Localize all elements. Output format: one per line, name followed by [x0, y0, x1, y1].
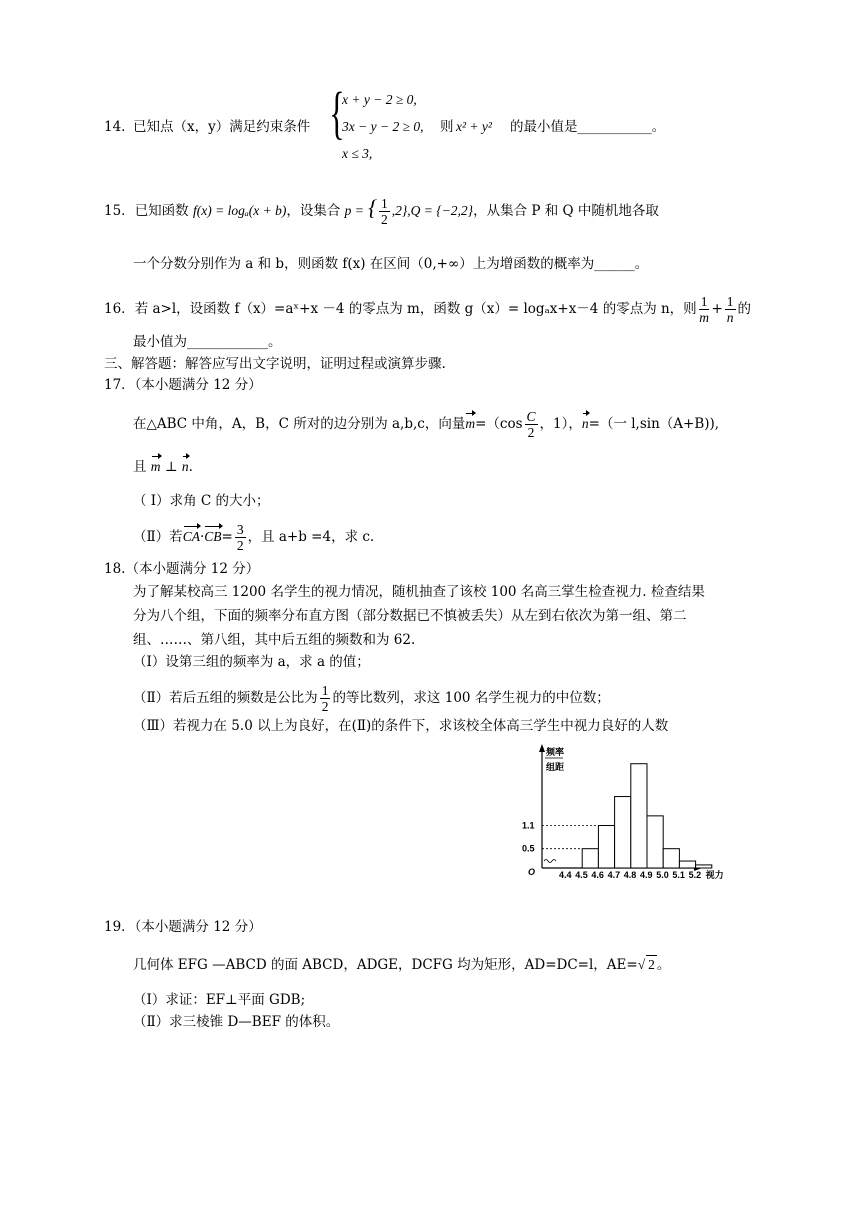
q19-part1: （I）求证：EF⊥平面 GDB; — [133, 992, 306, 1008]
q16-line1 — [104, 294, 751, 325]
q16-tail: 的 — [737, 301, 751, 317]
q14-lead: 已知点（x，y）满足约束条件 — [133, 119, 311, 135]
q18-heading: 18.（本小题满分 12 分） — [104, 561, 260, 577]
q16-frac-1 — [699, 294, 710, 325]
q15-brace-open: { — [368, 195, 378, 220]
q19-text-a: 几何体 EFG —ABCD 的面 ABCD，ADGE，DCFG 均为矩形，AD=DC=l，AE= — [133, 957, 638, 973]
histogram-bar-8 — [679, 861, 695, 868]
q15-line1 — [104, 196, 659, 227]
q17-vector-n-2: n — [181, 459, 189, 474]
q16-plus: + — [711, 301, 723, 317]
histogram-bar-5 — [631, 764, 647, 868]
q17-equals: = — [221, 529, 233, 545]
ylabel-top: 频率 — [546, 747, 565, 757]
x-tick-label: 5.2 — [688, 870, 702, 880]
histogram-bar-3 — [598, 826, 614, 868]
q15-frac-num: 1 — [381, 196, 388, 211]
q19-sqrt-value: 2 — [648, 957, 655, 972]
q18-line1: 为了解某校高三 1200 名学生的视力情况，随机抽查了该校 100 名高三掌生检查视力. 检查结果 — [133, 584, 705, 600]
q17-frac-den: 2 — [527, 425, 535, 440]
q18-part1: （I）设第三组的频率为 a，求 a 的值； — [133, 654, 370, 670]
q17-part2-frac — [235, 522, 246, 553]
x-tick-label: 4.5 — [575, 870, 588, 880]
q14-expr: x² + y² — [456, 119, 492, 134]
q17-p2frac-den: 2 — [236, 538, 244, 553]
q17-line2 — [133, 458, 193, 476]
q17-text-a: 在△ABC 中角，A，B，C 所对的边分别为 a,b,c，向量 — [133, 416, 466, 432]
q17-period: . — [188, 459, 193, 475]
q17-vector-ca: CA — [182, 529, 200, 544]
axis-break — [544, 860, 556, 863]
q15-number: 15． — [104, 203, 135, 219]
q17-part2-lead: （Ⅱ）若 — [133, 529, 183, 545]
x-tick-label: 5.1 — [672, 870, 685, 880]
section-3-heading: 三、解答题：解答应写出文字说明，证明过程或演算步骤. — [104, 356, 446, 372]
q17-text-c: ，1）， — [539, 416, 582, 432]
q14-constraint-1: x + y − 2 ≥ 0, — [342, 92, 417, 107]
histogram-bar-4 — [615, 797, 631, 868]
frequency-histogram — [520, 742, 750, 882]
q14-mid: 则 — [440, 119, 454, 135]
q16-text: 若 a>l，设函数 f（x）=aˣ+x －4 的零点为 m，函数 g（x）= logₐx+x－4 的零点为 n，则 — [134, 301, 697, 317]
q17-dot: · — [199, 529, 205, 545]
q18-p2frac-den: 2 — [321, 699, 329, 714]
q15-line2: 一个分数分别作为 a 和 b，则函数 f(x) 在区间（0,+∞）上为增函数的概率为______。 — [133, 256, 649, 272]
xlabel: 视力 — [705, 870, 724, 880]
q19-heading: 19．（本小题满分 12 分） — [104, 919, 262, 935]
q18-line3: 组、……、第八组，其中后五组的频数和为 62. — [133, 632, 416, 648]
y-axis-arrow — [539, 744, 545, 752]
q19-part2: （Ⅱ）求三棱锥 D—BEF 的体积。 — [133, 1014, 340, 1030]
q17-p2frac-num: 3 — [236, 522, 244, 537]
q15-text-b: ，设集合 — [286, 203, 341, 219]
histogram-bar-9 — [696, 865, 712, 868]
histogram-bar-6 — [647, 816, 663, 868]
q14-constraint-2: 3x − y − 2 ≥ 0, — [342, 119, 424, 134]
q17-text-and: 且 — [133, 459, 147, 475]
q17-frac-num: C — [526, 409, 536, 424]
q17-text-b: =（cos — [475, 416, 523, 432]
q16-line2: 最小值为____________。 — [133, 334, 282, 350]
ylabel-bottom: 组距 — [546, 762, 565, 772]
q18-part3: （Ⅲ）若视力在 5.0 以上为良好，在(Ⅱ)的条件下，求该校全体高三学生中视力良好的人数 — [133, 718, 669, 734]
q16-frac2-num: 1 — [726, 294, 734, 309]
x-tick-label: 4.8 — [623, 870, 637, 880]
q14-number: 14． — [104, 119, 135, 135]
q17-part1: （ I）求角 C 的大小； — [133, 493, 270, 509]
histogram-bar-7 — [663, 849, 679, 868]
q17-vector-n: n — [581, 416, 589, 431]
q15-function: f(x) = logₐ(x + b) — [192, 203, 287, 218]
q17-perp: ⊥ — [164, 459, 178, 475]
y-tick-label: 1.1 — [522, 820, 535, 831]
q14-brace: { — [329, 80, 345, 145]
q18-p2frac-num: 1 — [321, 683, 329, 698]
q18-line2: 分为八个组，下面的频率分布直方图（部分数据已不慎被丢失）从左到右依次为第一组、第二 — [133, 608, 687, 624]
q15-text-c: ，从集合 P 和 Q 中随机地各取 — [473, 203, 659, 219]
q14-constraint-3: x ≤ 3, — [342, 146, 373, 161]
q19-text-b: 。 — [656, 957, 671, 973]
x-tick-label: 4.6 — [591, 870, 604, 880]
q17-part2 — [133, 522, 374, 553]
q15-text-a: 已知函数 — [134, 203, 189, 219]
sqrt-sign: √ — [637, 957, 646, 972]
q16-frac1-den: m — [699, 310, 709, 325]
x-tick-label: 4.4 — [559, 870, 572, 880]
origin-label: O — [528, 867, 536, 877]
q16-frac1-num: 1 — [700, 294, 708, 309]
q17-text-d: =（一 l,sin（A+B)), — [588, 416, 720, 432]
q16-frac-2 — [725, 294, 736, 325]
q17-vector-cb: CB — [204, 529, 222, 544]
q15-set-p-lead: p = — [344, 203, 364, 218]
q16-frac2-den: n — [726, 310, 734, 325]
histogram-bar-2 — [582, 849, 598, 868]
q18-part2 — [133, 683, 610, 714]
q14-tail: 的最小值是___________。 — [510, 119, 666, 135]
q18-part2-lead: （Ⅱ）若后五组的频数是公比为 — [133, 690, 318, 706]
q15-frac-den: 2 — [381, 212, 388, 227]
q17-part2-tail: ，且 a+b =4，求 c. — [247, 529, 375, 545]
x-tick-label: 4.7 — [607, 870, 621, 880]
q17-heading: 17．（本小题满分 12 分） — [104, 377, 262, 393]
q17-frac — [525, 409, 538, 440]
x-tick-label: 4.9 — [640, 870, 653, 880]
q15-set-fraction — [379, 196, 390, 227]
q15-set-rest: ,2},Q = {−2,2} — [391, 203, 474, 218]
q17-line1 — [133, 409, 719, 440]
q17-vector-m: m — [465, 416, 476, 431]
y-tick-label: 0.5 — [522, 843, 535, 854]
q19-line1 — [133, 955, 670, 974]
q17-vector-m-2: m — [150, 459, 161, 474]
q18-part2-tail: 的等比数列，求这 100 名学生视力的中位数； — [332, 690, 610, 706]
x-tick-label: 5.0 — [656, 870, 669, 880]
q16-number: 16． — [104, 301, 135, 317]
q18-part2-frac — [320, 683, 331, 714]
